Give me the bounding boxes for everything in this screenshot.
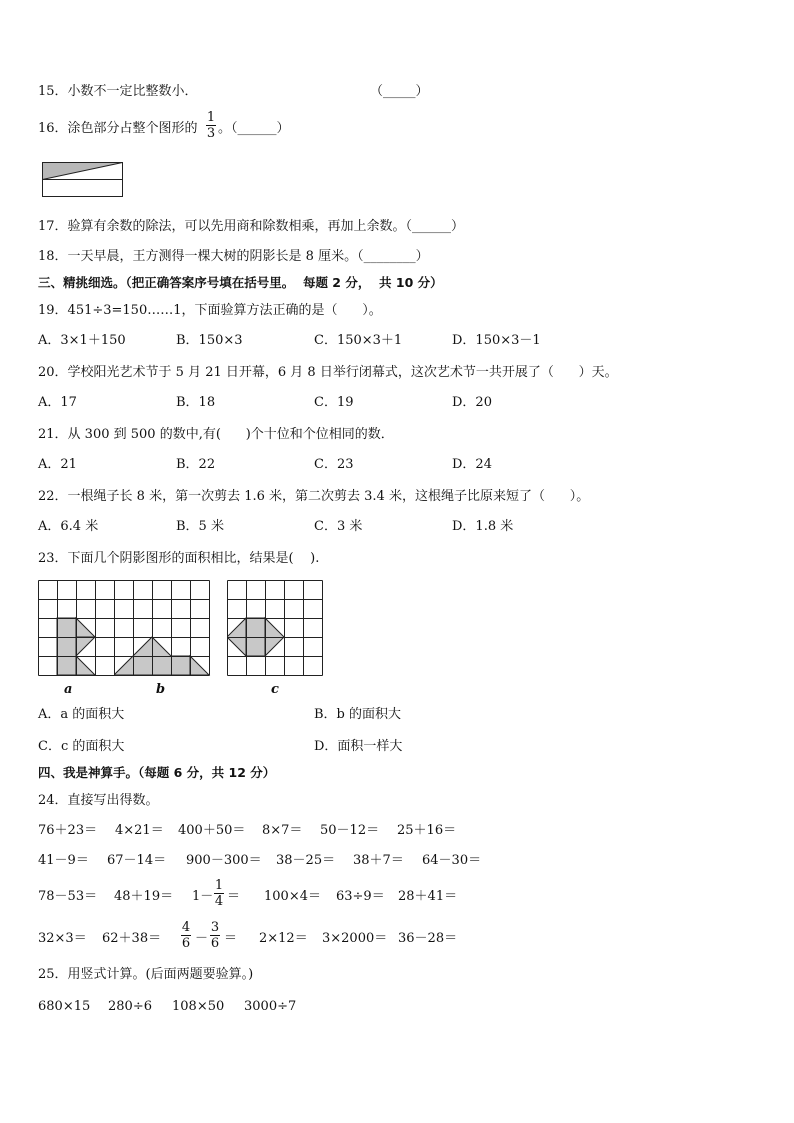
q25-item-1: 680×15 [38,999,91,1014]
q24-r2-c1: 41－9＝ [38,853,89,868]
q24-r2-c5: 38＋7＝ [353,853,404,868]
q24-r1-c5: 50－12＝ [320,823,380,838]
q23-figure-label-b: b [156,682,166,697]
q19-option-d[interactable]: D．150×3－1 [452,333,541,348]
q23-text: 23．下面几个阴影图形的面积相比，结果是( ). [38,551,320,566]
q20-option-d[interactable]: D．20 [452,395,492,410]
q21-option-d[interactable]: D．24 [452,457,492,472]
q25-item-4: 3000÷7 [244,999,297,1014]
q24-r3-c4: 63÷9＝ [336,889,385,904]
q22-option-b[interactable]: B．5 米 [176,519,224,534]
q24-r1-c2: 4×21＝ [115,823,164,838]
q25-item-3: 108×50 [172,999,225,1014]
q21-option-c[interactable]: C．23 [314,457,354,472]
q24-r4-c1: 32×3＝ [38,931,87,946]
q19-option-c[interactable]: C．150×3＋1 [314,333,403,348]
q23-figure-label-c: c [271,682,279,697]
q24-r3-frac-whole: 1－ [192,889,214,904]
fraction-denominator: 4 [214,894,224,909]
q17-text: 17．验算有余数的除法，可以先用商和除数相乘，再加上余数。（______） [38,219,465,234]
q24-r1-c6: 25＋16＝ [397,823,457,838]
q24-r2-c4: 38－25＝ [276,853,336,868]
q24-r4-c5: 36－28＝ [398,931,458,946]
q16-answer-blank[interactable]: 。（______） [218,121,290,136]
section-3-title: 三、精挑细选。（把正确答案序号填在括号里。 每题 2 分， 共 10 分） [38,275,443,290]
q21-text: 21．从 300 到 500 的数中,有( )个十位和个位相同的数． [38,427,394,442]
q15-text: 15．小数不一定比整数小． [38,84,198,99]
q23-figure-label-a: a [64,682,73,697]
fraction-numerator: 1 [214,878,224,893]
fraction-numerator: 3 [210,920,220,935]
q22-option-c[interactable]: C．3 米 [314,519,363,534]
q20-text: 20．学校阳光艺术节于 5 月 21 日开幕，6 月 8 日举行闭幕式，这次艺术节一共开展了（ ）天。 [38,365,618,380]
q24-r2-c6: 64－30＝ [422,853,482,868]
q25-item-2: 280÷6 [108,999,152,1014]
q24-r1-c1: 76＋23＝ [38,823,98,838]
q16-fraction [206,110,216,141]
q24-r4-frac-eq: ＝ [224,931,238,946]
q19-option-a[interactable]: A．3×1＋150 [38,333,126,348]
q16-text: 16．涂色部分占整个图形的 [38,121,198,136]
q24-r4-fraction-2 [210,920,220,951]
q22-text: 22．一根绳子长 8 米，第一次剪去 1.6 米，第二次剪去 3.4 米，这根绳子比原来短了（ ）。 [38,489,590,504]
fraction-numerator: 4 [181,920,191,935]
q23-option-c[interactable]: C．c 的面积大 [38,739,125,754]
q24-r3-c1: 78－53＝ [38,889,98,904]
q24-r1-c4: 8×7＝ [262,823,303,838]
q20-option-b[interactable]: B．18 [176,395,216,410]
q23-grid-c [227,580,324,677]
fraction-denominator: 6 [181,936,191,951]
q16-fraction-numerator: 1 [206,110,216,125]
q24-r3-frac-eq: ＝ [227,889,241,904]
q24-r3-fraction [214,878,224,909]
q22-option-d[interactable]: D．1.8 米 [452,519,514,534]
q23-grid-b [114,580,211,677]
q15-answer-blank[interactable]: （_____） [370,84,429,99]
q24-text: 24．直接写出得数。 [38,793,159,808]
q21-option-a[interactable]: A．21 [38,457,77,472]
section-4-title: 四、我是神算手。（每题 6 分，共 12 分） [38,765,276,780]
q23-option-b[interactable]: B．b 的面积大 [314,707,402,722]
q20-option-c[interactable]: C．19 [314,395,354,410]
q16-shaded-rectangle-figure [42,162,124,198]
q25-text: 25．用竖式计算。(后面两题要验算。) [38,967,254,982]
q24-r3-c3: 100×4＝ [264,889,321,904]
q24-r4-c4: 3×2000＝ [322,931,388,946]
q23-option-d[interactable]: D．面积一样大 [314,739,403,754]
q24-r4-fraction-1 [181,920,191,951]
q16-fraction-denominator: 3 [206,126,216,141]
q24-r4-c2: 62＋38＝ [102,931,162,946]
q24-r1-c3: 400＋50＝ [178,823,246,838]
q24-r4-c3: 2×12＝ [259,931,308,946]
q18-text: 18．一天早晨，王方测得一棵大树的阴影长是 8 厘米。（________） [38,249,429,264]
q24-r3-c5: 28＋41＝ [398,889,458,904]
q24-r2-c2: 67－14＝ [107,853,167,868]
q19-option-b[interactable]: B．150×3 [176,333,243,348]
q24-r3-c2: 48＋19＝ [114,889,174,904]
q20-option-a[interactable]: A．17 [38,395,77,410]
q19-text: 19．451÷3=150……1，下面验算方法正确的是（ ）。 [38,303,382,318]
q22-option-a[interactable]: A．6.4 米 [38,519,99,534]
q21-option-b[interactable]: B．22 [176,457,216,472]
q23-option-a[interactable]: A．a 的面积大 [38,707,125,722]
fraction-denominator: 6 [210,936,220,951]
q24-r2-c3: 900－300＝ [186,853,262,868]
q24-r4-frac-op: － [195,931,209,946]
